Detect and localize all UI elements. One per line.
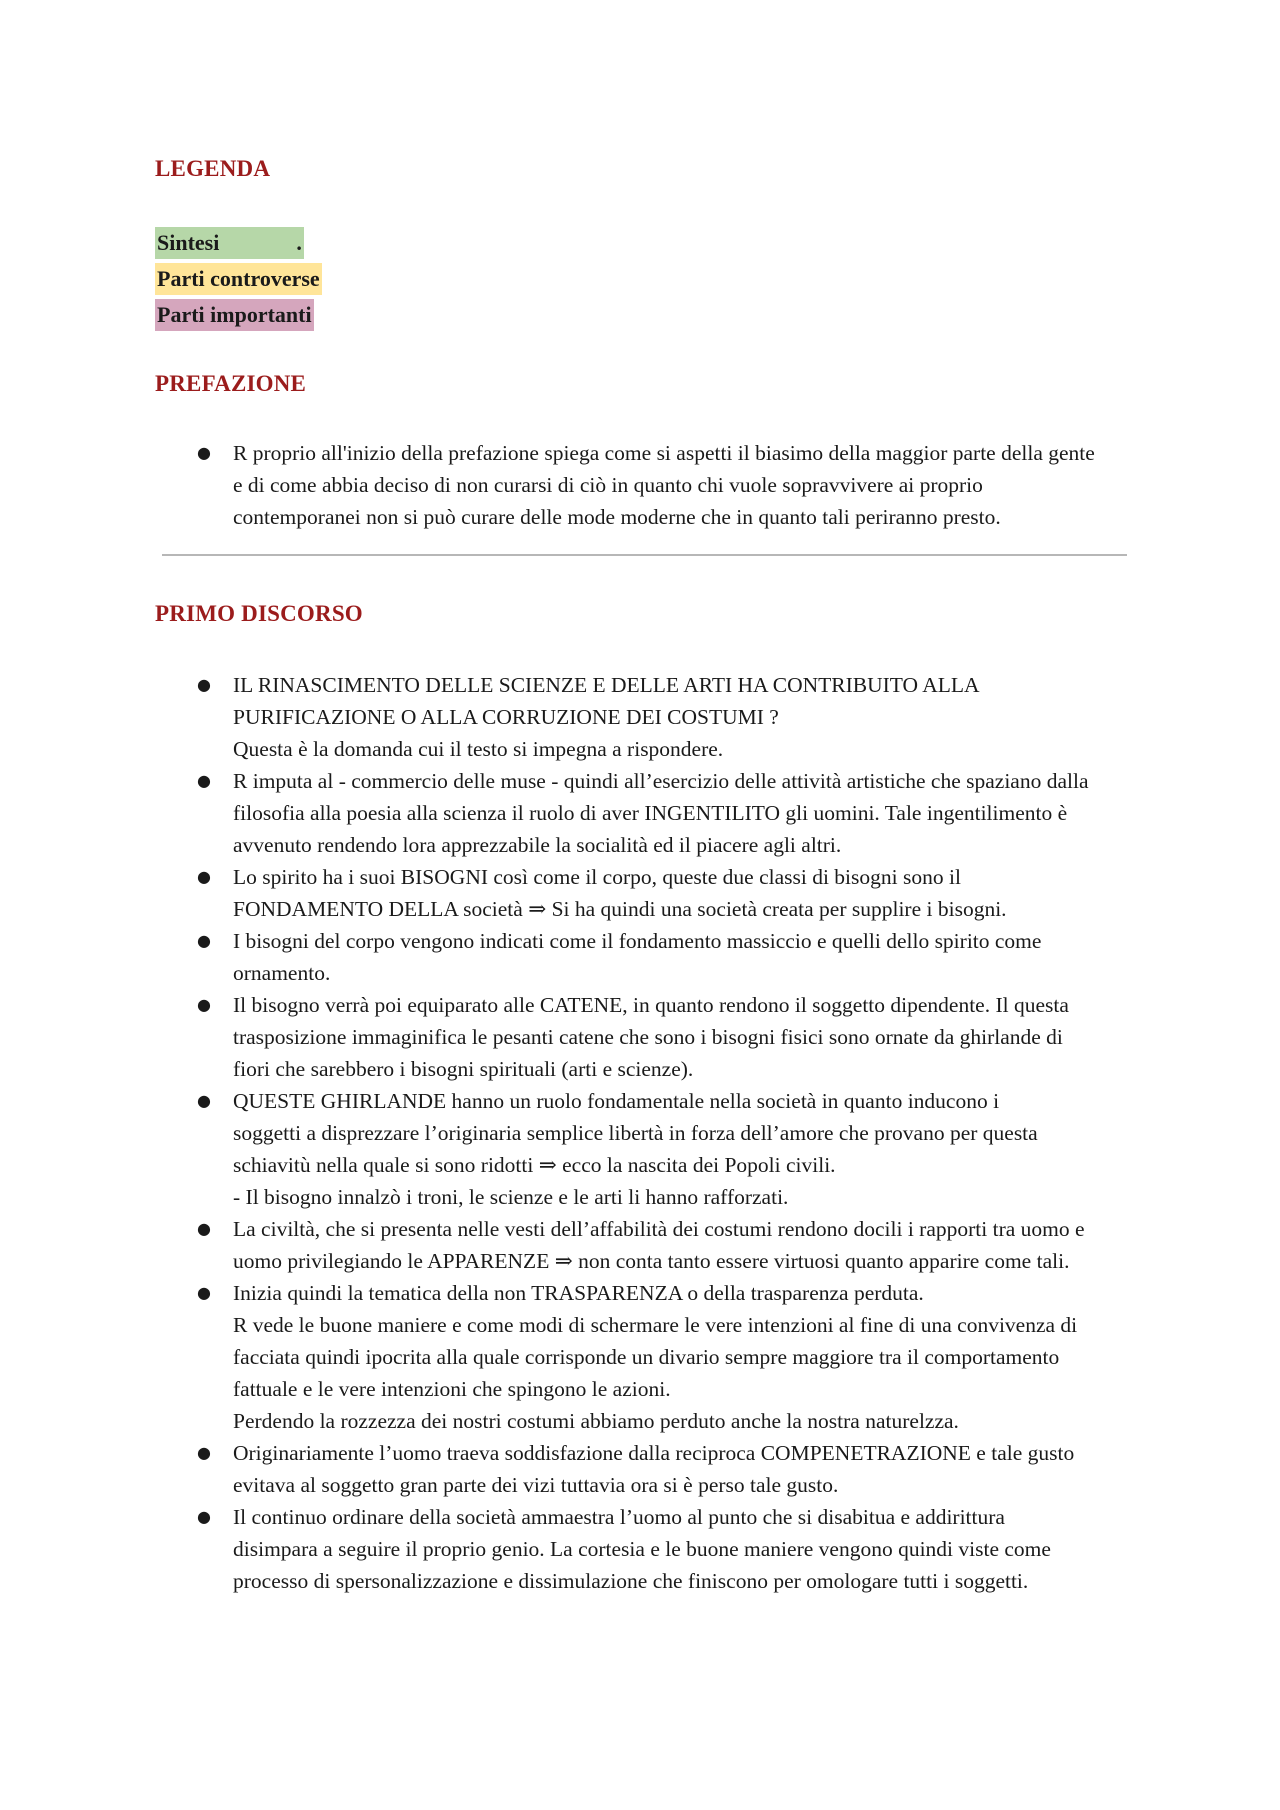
bullet-item bbox=[190, 1437, 1130, 1501]
bullet-item bbox=[190, 1213, 1130, 1277]
primo-discorso-heading: PRIMO DISCORSO bbox=[155, 601, 363, 626]
bullet-item bbox=[190, 669, 1130, 765]
bullet-dot-icon: ● bbox=[197, 1091, 211, 1110]
bullet-dot-icon: ● bbox=[197, 867, 211, 886]
bullet-text-line: - Il bisogno innalzò i troni, le scienze e le arti li hanno rafforzati. bbox=[233, 1185, 789, 1209]
bullet-text-line: I bisogni del corpo vengono indicati come il fondamento massiccio e quelli dello spirito come bbox=[233, 929, 1042, 953]
bullet-text-line: FONDAMENTO DELLA società ⇒ Si ha quindi una società creata per supplire i bisogni. bbox=[233, 897, 1007, 921]
legend-item-parti-importanti: Parti importanti bbox=[155, 299, 314, 331]
bullet-text-line: e di come abbia deciso di non curarsi di ciò in quanto chi vuole sopravvivere ai proprio bbox=[233, 473, 983, 497]
bullet-dot-icon: ● bbox=[197, 1283, 211, 1302]
bullet-text-line: Originariamente l’uomo traeva soddisfazione dalla reciproca COMPENETRAZIONE e tale gusto bbox=[233, 1441, 1075, 1465]
bullet-item bbox=[190, 1501, 1130, 1597]
bullet-text-line: trasposizione immaginifica le pesanti catene che sono i bisogni fisici sono ornate da ghirlande di bbox=[233, 1025, 1063, 1049]
bullet-text-line: contemporanei non si può curare delle mode moderne che in quanto tali periranno presto. bbox=[233, 505, 1001, 529]
bullet-text-line: soggetti a disprezzare l’originaria semplice libertà in forza dell’amore che provano per questa bbox=[233, 1121, 1038, 1145]
bullet-text-line: QUESTE GHIRLANDE hanno un ruolo fondamentale nella società in quanto inducono i bbox=[233, 1089, 1000, 1113]
legend-item-parti-controverse: Parti controverse bbox=[155, 263, 322, 295]
bullet-text-line: processo di spersonalizzazione e dissimulazione che finiscono per omologare tutti i soggetti. bbox=[233, 1569, 1029, 1593]
bullet-text-line: Perdendo la rozzezza dei nostri costumi abbiamo perduto anche la nostra naturelzza. bbox=[233, 1409, 959, 1433]
bullet-item bbox=[190, 989, 1130, 1085]
bullet-dot-icon: ● bbox=[197, 771, 211, 790]
bullet-dot-icon: ● bbox=[197, 1507, 211, 1526]
bullet-text-line: Il continuo ordinare della società ammaestra l’uomo al punto che si disabitua e addirittura bbox=[233, 1505, 1005, 1529]
bullet-text-line: PURIFICAZIONE O ALLA CORRUZIONE DEI COSTUMI ? bbox=[233, 705, 779, 729]
bullet-text-line: uomo privilegiando le APPARENZE ⇒ non conta tanto essere virtuosi quanto apparire come tali. bbox=[233, 1249, 1070, 1273]
bullet-text-line: disimpara a seguire il proprio genio. La cortesia e le buone maniere vengono quindi viste come bbox=[233, 1537, 1051, 1561]
bullet-item bbox=[190, 925, 1130, 989]
bullet-text-line: R imputa al - commercio delle muse - quindi all’esercizio delle attività artistiche che spaziano dalla bbox=[233, 769, 1089, 793]
bullet-text-line: IL RINASCIMENTO DELLE SCIENZE E DELLE ARTI HA CONTRIBUITO ALLA bbox=[233, 673, 980, 697]
bullet-item bbox=[190, 1085, 1130, 1213]
bullet-dot-icon: ● bbox=[197, 995, 211, 1014]
bullet-dot-icon: ● bbox=[197, 1443, 211, 1462]
prefazione-heading: PREFAZIONE bbox=[155, 371, 307, 396]
legend-item-sintesi: Sintesi . bbox=[155, 227, 304, 259]
bullet-text-line: Lo spirito ha i suoi BISOGNI così come il corpo, queste due classi di bisogni sono il bbox=[233, 865, 961, 889]
primo-discorso-bullet-list bbox=[190, 669, 1130, 1597]
bullet-text-line: ornamento. bbox=[233, 961, 331, 985]
bullet-text-line: fattuale e le vere intenzioni che spingono le azioni. bbox=[233, 1377, 671, 1401]
legend-heading: LEGENDA bbox=[155, 156, 271, 181]
bullet-text-line: evitava al soggetto gran parte dei vizi tuttavia ora si è perso tale gusto. bbox=[233, 1473, 839, 1497]
bullet-text-line: fiori che sarebbero i bisogni spirituali (arti e scienze). bbox=[233, 1057, 694, 1081]
bullet-text-line: filosofia alla poesia alla scienza il ruolo di aver INGENTILITO gli uomini. Tale ingentilimento è bbox=[233, 801, 1068, 825]
bullet-text-line: R vede le buone maniere e come modi di schermare le vere intenzioni al fine di una convivenza di bbox=[233, 1313, 1078, 1337]
bullet-item bbox=[190, 1277, 1130, 1437]
bullet-dot-icon: ● bbox=[197, 931, 211, 950]
bullet-text-line: Inizia quindi la tematica della non TRASPARENZA o della trasparenza perduta. bbox=[233, 1281, 924, 1305]
bullet-text-line: facciata quindi ipocrita alla quale corrisponde un divario sempre maggiore tra il comportamento bbox=[233, 1345, 1060, 1369]
bullet-item bbox=[190, 861, 1130, 925]
bullet-text-line: avvenuto rendendo lora apprezzabile la socialità ed il piacere agli altri. bbox=[233, 833, 842, 857]
bullet-text-line: La civiltà, che si presenta nelle vesti dell’affabilità dei costumi rendono docili i rapporti tra uomo e bbox=[233, 1217, 1085, 1241]
section-divider bbox=[162, 554, 1127, 556]
bullet-item bbox=[190, 765, 1130, 861]
bullet-text-line: Questa è la domanda cui il testo si impegna a rispondere. bbox=[233, 737, 724, 761]
bullet-dot-icon: ● bbox=[197, 1219, 211, 1238]
bullet-text-line: schiavitù nella quale si sono ridotti ⇒ ecco la nascita dei Popoli civili. bbox=[233, 1153, 836, 1177]
prefazione-bullet-list bbox=[190, 437, 1130, 533]
bullet-dot-icon: ● bbox=[197, 675, 211, 694]
bullet-text-line: R proprio all'inizio della prefazione spiega come si aspetti il biasimo della maggior parte della gente bbox=[233, 441, 1095, 465]
bullet-dot-icon: ● bbox=[197, 443, 211, 462]
bullet-text-line: Il bisogno verrà poi equiparato alle CATENE, in quanto rendono il soggetto dipendente. Il questa bbox=[233, 993, 1069, 1017]
bullet-item bbox=[190, 437, 1130, 533]
